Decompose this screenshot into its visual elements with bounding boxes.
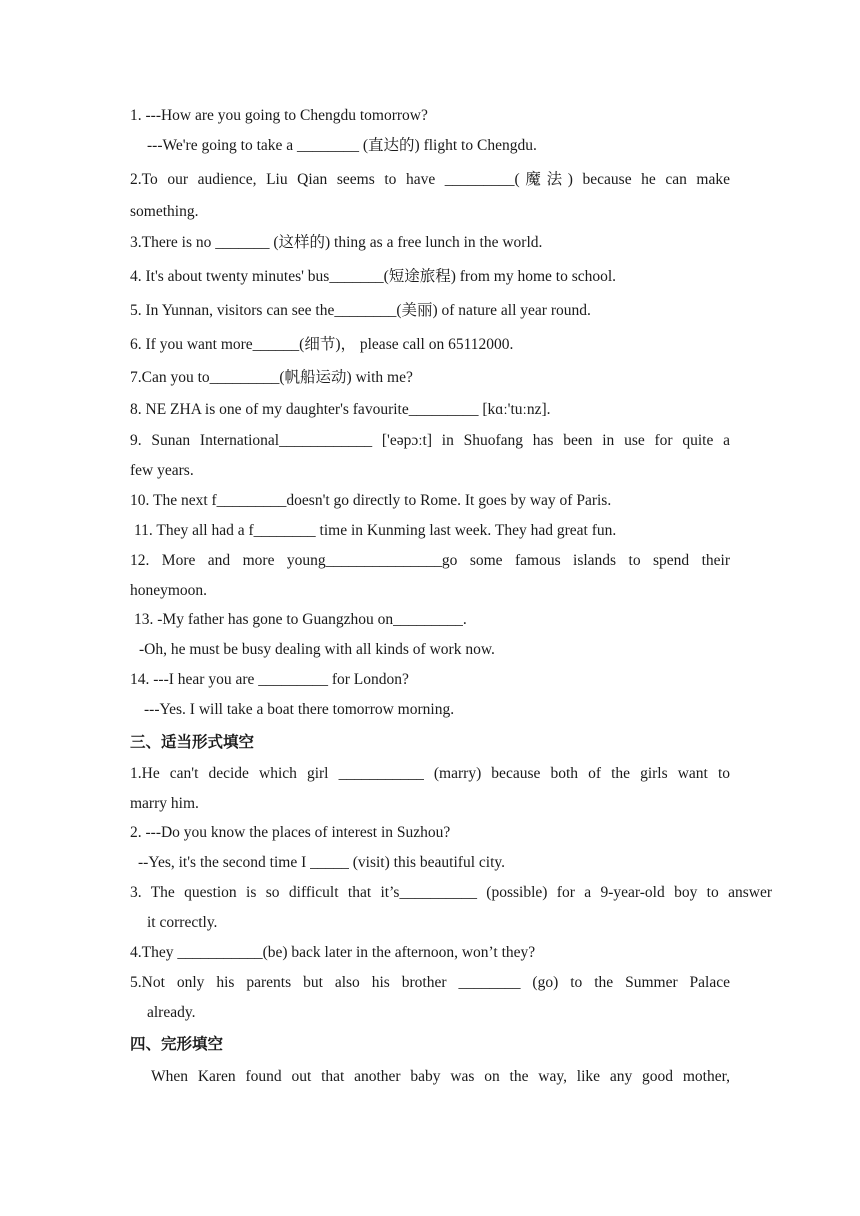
s3-q3-text: 3. The question is so difficult that it’s__________ (possible) for a 9-year-old boy to answer	[130, 884, 772, 901]
s3-q1-line	[130, 764, 730, 784]
section-3-title: 三、适当形式填空	[130, 733, 255, 751]
s3-q5-cont	[147, 1003, 747, 1023]
q6-line	[130, 335, 730, 355]
q7-text: 7.Can you to_________(帆船运动) with me?	[130, 369, 413, 386]
q11-text: 11. They all had a f________ time in Kunming last week. They had great fun.	[134, 522, 617, 539]
q10-text: 10. The next f_________doesn't go directly to Rome. It goes by way of Paris.	[130, 492, 612, 509]
s3-q2-text: 2. ---Do you know the places of interest in Suzhou?	[130, 824, 451, 841]
s3-q2-reply	[138, 853, 738, 873]
q14-line	[130, 670, 730, 690]
q11-line	[134, 521, 734, 541]
s3-q3-text-cont: it correctly.	[147, 914, 218, 931]
q2-line	[130, 170, 730, 190]
q9-cont	[130, 461, 730, 481]
s3-q1-text-cont: marry him.	[130, 795, 199, 812]
q6-text: 6. If you want more______(细节)， please call on 65112000.	[130, 336, 514, 353]
section-4-title: 四、完形填空	[130, 1035, 224, 1053]
q9-line	[130, 431, 730, 451]
section-3-heading	[130, 732, 730, 752]
q13-reply	[139, 640, 739, 660]
q1-answer: ---We're going to take a ________ (直达的) flight to Chengdu.	[147, 137, 537, 154]
q7-line	[130, 368, 730, 388]
q12-text: 12. More and more young_______________go some famous islands to spend their	[130, 552, 730, 569]
q2-text: 2.To our audience, Liu Qian seems to have _________(魔法) because he can make	[130, 171, 730, 188]
q14-reply	[144, 700, 744, 720]
section-4-heading	[130, 1034, 730, 1054]
q9-text: 9. Sunan International____________ ['eəpɔːt] in Shuofang has been in use for quite a	[130, 432, 730, 449]
s3-q2-reply-text: --Yes, it's the second time I _____ (visit) this beautiful city.	[138, 854, 505, 871]
s3-q2-line	[130, 823, 730, 843]
s3-q4-line	[130, 943, 730, 963]
q2-cont	[130, 202, 730, 222]
q10-line	[130, 491, 730, 511]
passage-text: When Karen found out that another baby was on the way, like any good mother,	[151, 1068, 730, 1085]
q12-line	[130, 551, 730, 571]
s3-q3-cont	[147, 913, 747, 933]
q8-text: 8. NE ZHA is one of my daughter's favourite_________ [kɑː'tuːnz].	[130, 401, 551, 418]
q14-reply-text: ---Yes. I will take a boat there tomorrow morning.	[144, 701, 455, 718]
s3-q5-text: 5.Not only his parents but also his brother ________ (go) to the Summer Palace	[130, 974, 730, 991]
s3-q5-line	[130, 973, 730, 993]
q12-cont	[130, 581, 730, 601]
q3-line	[130, 233, 730, 253]
q5-line	[130, 301, 730, 321]
q13-reply-text: -Oh, he must be busy dealing with all kinds of work now.	[139, 641, 495, 658]
q2-text-cont: something.	[130, 203, 199, 220]
s3-q4-text: 4.They ___________(be) back later in the afternoon, won’t they?	[130, 944, 536, 961]
q13-text: 13. -My father has gone to Guangzhou on_________.	[134, 611, 467, 628]
passage-line-1	[151, 1067, 730, 1087]
q13-line	[134, 610, 734, 630]
q4-line	[130, 267, 730, 287]
q9-text-cont: few years.	[130, 462, 194, 479]
q8-line	[130, 400, 730, 420]
q3-text: 3.There is no _______ (这样的) thing as a free lunch in the world.	[130, 234, 543, 251]
q12-text-cont: honeymoon.	[130, 582, 208, 599]
q5-text: 5. In Yunnan, visitors can see the________(美丽) of nature all year round.	[130, 302, 591, 319]
s3-q5-text-cont: already.	[147, 1004, 196, 1021]
q1-answer-line	[147, 136, 747, 156]
q1-line	[130, 106, 730, 126]
s3-q1-text: 1.He can't decide which girl ___________ (marry) because both of the girls want to	[130, 765, 730, 782]
q1-question: 1. ---How are you going to Chengdu tomorrow?	[130, 107, 428, 124]
q4-text: 4. It's about twenty minutes' bus_______(短途旅程) from my home to school.	[130, 268, 617, 285]
q14-text: 14. ---I hear you are _________ for London?	[130, 671, 409, 688]
s3-q3-line	[130, 883, 772, 903]
s3-q1-cont	[130, 794, 730, 814]
